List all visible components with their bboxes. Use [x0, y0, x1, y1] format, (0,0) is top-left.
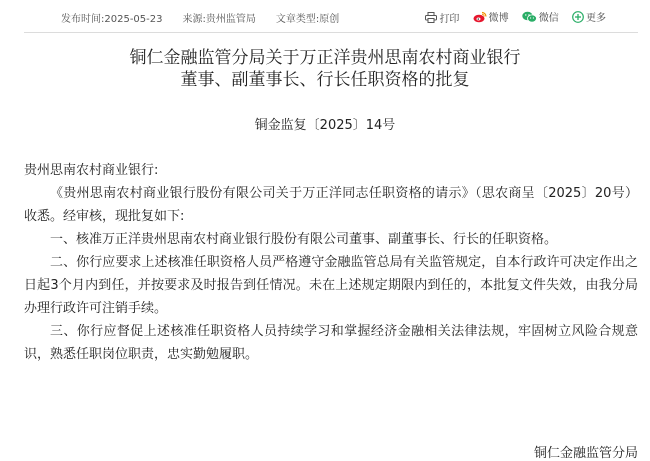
share-toolbar [415, 9, 606, 26]
wechat-button[interactable] [522, 9, 559, 24]
body-paragraph: 三、你行应督促上述核准任职资格人员持续学习和掌握经济金融相关法律法规，牢固树立风险合规意识，熟悉任职岗位职责，忠实勤勉履职。 [24, 324, 638, 362]
type-value: 原创 [319, 14, 340, 25]
publish-date: 2025-05-23 [104, 14, 163, 25]
article-title-line-1: 铜仁金融监管分局关于万正洋贵州思南农村商业银行 [129, 48, 521, 68]
article-title-line-2: 董事、副董事长、行长任职资格的批复 [180, 70, 470, 90]
document-number: 铜金监复〔2025〕14号 [254, 118, 396, 133]
type-label: 文章类型: [275, 14, 320, 25]
weibo-icon [473, 11, 487, 23]
weibo-label: 微博 [488, 13, 509, 24]
article-meta [61, 10, 339, 25]
more-icon [572, 11, 584, 23]
source-label: 来源: [182, 14, 206, 25]
body-paragraph: 《贵州思南农村商业银行股份有限公司关于万正洋同志任职资格的请示》（思农商呈〔2025〕20号）收悉。经审核，现批复如下: [24, 186, 638, 224]
publish-label: 发布时间: [61, 14, 105, 25]
more-button[interactable] [572, 9, 606, 24]
print-button[interactable] [425, 10, 459, 25]
wechat-label: 微信 [538, 13, 559, 24]
issuer-signature: 铜仁金融监管分局 [533, 446, 638, 461]
weibo-button[interactable] [473, 9, 509, 24]
wechat-icon [522, 11, 537, 23]
article-meta-bar [24, 0, 638, 33]
more-label: 更多 [586, 13, 606, 24]
print-icon [425, 12, 437, 23]
source-value: 贵州监管局 [205, 14, 256, 25]
salutation: 贵州思南农村商业银行: [24, 163, 159, 178]
body-paragraph: 二、你行应要求上述核准任职资格人员严格遵守金融监管总局有关监管规定，自本行政许可决定作出之日起3个月内到任，并按要求及时报告到任情况。未在上述规定期限内到任的，本批复文件失效，由我分局办理行政许可注销手续。 [24, 255, 638, 316]
body-paragraph: 一、核准万正洋贵州思南农村商业银行股份有限公司董事、副董事长、行长的任职资格。 [50, 232, 558, 247]
print-label: 打印 [439, 13, 460, 25]
article-body [24, 159, 638, 366]
